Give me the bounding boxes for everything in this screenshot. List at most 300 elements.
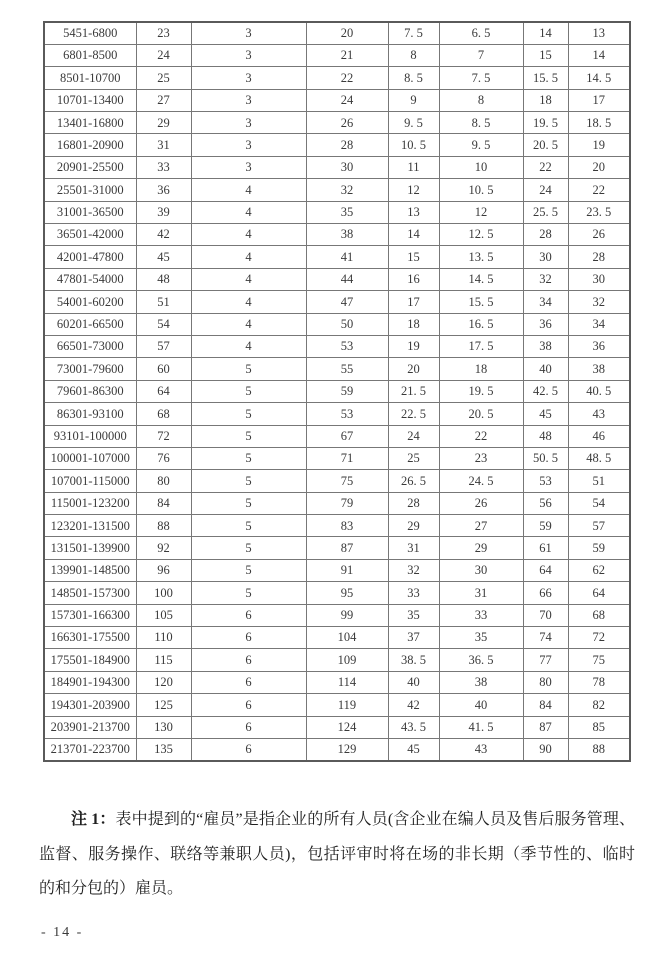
table-cell: 55 — [306, 358, 388, 380]
table-cell: 20. 5 — [523, 134, 568, 156]
table-cell: 124 — [306, 716, 388, 738]
table-cell: 29 — [439, 537, 523, 559]
table-cell: 38 — [568, 358, 630, 380]
table-cell: 5 — [191, 582, 306, 604]
table-row — [44, 425, 630, 447]
table-cell: 13401-16800 — [44, 112, 136, 134]
table-cell: 59 — [306, 380, 388, 402]
table-cell: 5 — [191, 559, 306, 581]
table-row — [44, 470, 630, 492]
table-cell: 28 — [388, 492, 439, 514]
table-cell: 70 — [523, 604, 568, 626]
table-cell: 4 — [191, 313, 306, 335]
table-cell: 36 — [136, 179, 191, 201]
table-cell: 31 — [136, 134, 191, 156]
table-cell: 29 — [136, 112, 191, 134]
table-cell: 88 — [136, 515, 191, 537]
table-row — [44, 604, 630, 626]
table-cell: 157301-166300 — [44, 604, 136, 626]
table-cell: 131501-139900 — [44, 537, 136, 559]
table-cell: 5 — [191, 515, 306, 537]
table-cell: 30 — [439, 559, 523, 581]
table-cell: 6 — [191, 649, 306, 671]
table-cell: 42 — [136, 224, 191, 246]
table-cell: 72 — [568, 627, 630, 649]
manday-table-body — [44, 22, 630, 761]
table-cell: 25. 5 — [523, 201, 568, 223]
table-cell: 31 — [439, 582, 523, 604]
table-cell: 45 — [388, 739, 439, 761]
table-cell: 48 — [523, 425, 568, 447]
table-cell: 9. 5 — [439, 134, 523, 156]
table-cell: 71 — [306, 447, 388, 469]
table-cell: 17 — [388, 291, 439, 313]
table-cell: 44 — [306, 268, 388, 290]
table-row — [44, 134, 630, 156]
table-cell: 43. 5 — [388, 716, 439, 738]
table-cell: 6. 5 — [439, 22, 523, 44]
table-cell: 19 — [388, 335, 439, 357]
table-cell: 129 — [306, 739, 388, 761]
table-cell: 33 — [388, 582, 439, 604]
table-cell: 4 — [191, 179, 306, 201]
table-cell: 14 — [568, 44, 630, 66]
table-cell: 8. 5 — [439, 112, 523, 134]
table-cell: 93101-100000 — [44, 425, 136, 447]
table-cell: 82 — [568, 694, 630, 716]
table-cell: 3 — [191, 44, 306, 66]
table-row — [44, 492, 630, 514]
table-row — [44, 67, 630, 89]
table-cell: 5 — [191, 447, 306, 469]
table-row — [44, 671, 630, 693]
table-cell: 32 — [306, 179, 388, 201]
table-cell: 42001-47800 — [44, 246, 136, 268]
table-cell: 213701-223700 — [44, 739, 136, 761]
table-cell: 119 — [306, 694, 388, 716]
table-cell: 23 — [439, 447, 523, 469]
table-cell: 6 — [191, 716, 306, 738]
table-cell: 21 — [306, 44, 388, 66]
table-cell: 64 — [136, 380, 191, 402]
table-cell: 29 — [388, 515, 439, 537]
table-cell: 59 — [568, 537, 630, 559]
manday-table — [43, 21, 631, 762]
table-cell: 4 — [191, 246, 306, 268]
table-row — [44, 358, 630, 380]
table-cell: 60 — [136, 358, 191, 380]
table-cell: 15. 5 — [523, 67, 568, 89]
table-cell: 4 — [191, 201, 306, 223]
table-cell: 84 — [523, 694, 568, 716]
table-cell: 26 — [568, 224, 630, 246]
table-cell: 114 — [306, 671, 388, 693]
table-cell: 87 — [306, 537, 388, 559]
table-cell: 43 — [439, 739, 523, 761]
table-cell: 42. 5 — [523, 380, 568, 402]
table-row — [44, 739, 630, 761]
table-cell: 76 — [136, 447, 191, 469]
table-cell: 100001-107000 — [44, 447, 136, 469]
table-cell: 75 — [306, 470, 388, 492]
table-cell: 9. 5 — [388, 112, 439, 134]
table-cell: 91 — [306, 559, 388, 581]
table-cell: 7. 5 — [388, 22, 439, 44]
table-cell: 45 — [136, 246, 191, 268]
table-cell: 79601-86300 — [44, 380, 136, 402]
table-cell: 35 — [388, 604, 439, 626]
table-cell: 54001-60200 — [44, 291, 136, 313]
table-cell: 35 — [439, 627, 523, 649]
table-cell: 30 — [306, 156, 388, 178]
table-cell: 60201-66500 — [44, 313, 136, 335]
table-cell: 50. 5 — [523, 447, 568, 469]
table-cell: 16 — [388, 268, 439, 290]
table-row — [44, 403, 630, 425]
table-cell: 14 — [523, 22, 568, 44]
table-cell: 5 — [191, 358, 306, 380]
table-cell: 41. 5 — [439, 716, 523, 738]
table-cell: 30 — [523, 246, 568, 268]
table-cell: 80 — [136, 470, 191, 492]
table-cell: 96 — [136, 559, 191, 581]
table-cell: 35 — [306, 201, 388, 223]
table-cell: 31001-36500 — [44, 201, 136, 223]
table-cell: 194301-203900 — [44, 694, 136, 716]
table-cell: 51 — [568, 470, 630, 492]
table-cell: 27 — [136, 89, 191, 111]
table-cell: 10 — [439, 156, 523, 178]
table-cell: 24 — [306, 89, 388, 111]
table-cell: 87 — [523, 716, 568, 738]
table-cell: 5 — [191, 403, 306, 425]
table-cell: 110 — [136, 627, 191, 649]
table-cell: 5 — [191, 537, 306, 559]
table-cell: 85 — [568, 716, 630, 738]
table-cell: 19 — [568, 134, 630, 156]
table-cell: 73001-79600 — [44, 358, 136, 380]
table-cell: 50 — [306, 313, 388, 335]
table-cell: 130 — [136, 716, 191, 738]
table-cell: 59 — [523, 515, 568, 537]
table-cell: 48 — [136, 268, 191, 290]
note-1-paragraph — [39, 803, 635, 907]
table-cell: 166301-175500 — [44, 627, 136, 649]
table-cell: 104 — [306, 627, 388, 649]
table-cell: 13 — [568, 22, 630, 44]
table-cell: 54 — [136, 313, 191, 335]
table-cell: 36501-42000 — [44, 224, 136, 246]
table-row — [44, 537, 630, 559]
table-cell: 21. 5 — [388, 380, 439, 402]
table-row — [44, 246, 630, 268]
table-cell: 24. 5 — [439, 470, 523, 492]
table-cell: 46 — [568, 425, 630, 447]
table-cell: 38. 5 — [388, 649, 439, 671]
table-cell: 28 — [568, 246, 630, 268]
table-cell: 51 — [136, 291, 191, 313]
table-cell: 25501-31000 — [44, 179, 136, 201]
table-cell: 64 — [568, 582, 630, 604]
table-row — [44, 313, 630, 335]
table-row — [44, 291, 630, 313]
table-row — [44, 335, 630, 357]
table-row — [44, 582, 630, 604]
table-cell: 3 — [191, 22, 306, 44]
table-cell: 36. 5 — [439, 649, 523, 671]
table-cell: 24 — [136, 44, 191, 66]
table-cell: 6 — [191, 627, 306, 649]
table-cell: 84 — [136, 492, 191, 514]
table-cell: 18. 5 — [568, 112, 630, 134]
table-row — [44, 156, 630, 178]
table-cell: 66 — [523, 582, 568, 604]
table-row — [44, 268, 630, 290]
table-cell: 16. 5 — [439, 313, 523, 335]
table-cell: 40 — [388, 671, 439, 693]
table-cell: 79 — [306, 492, 388, 514]
table-cell: 3 — [191, 112, 306, 134]
table-cell: 26 — [306, 112, 388, 134]
table-cell: 99 — [306, 604, 388, 626]
table-cell: 148501-157300 — [44, 582, 136, 604]
table-cell: 57 — [568, 515, 630, 537]
table-cell: 37 — [388, 627, 439, 649]
table-cell: 175501-184900 — [44, 649, 136, 671]
table-cell: 184901-194300 — [44, 671, 136, 693]
table-cell: 36 — [523, 313, 568, 335]
table-cell: 39 — [136, 201, 191, 223]
table-cell: 123201-131500 — [44, 515, 136, 537]
table-cell: 14. 5 — [568, 67, 630, 89]
table-cell: 17. 5 — [439, 335, 523, 357]
table-cell: 139901-148500 — [44, 559, 136, 581]
table-cell: 47801-54000 — [44, 268, 136, 290]
table-cell: 19. 5 — [523, 112, 568, 134]
table-cell: 8. 5 — [388, 67, 439, 89]
table-cell: 18 — [439, 358, 523, 380]
table-cell: 80 — [523, 671, 568, 693]
table-row — [44, 559, 630, 581]
table-cell: 38 — [306, 224, 388, 246]
table-cell: 18 — [388, 313, 439, 335]
table-cell: 4 — [191, 268, 306, 290]
table-cell: 17 — [568, 89, 630, 111]
table-cell: 42 — [388, 694, 439, 716]
table-cell: 15 — [523, 44, 568, 66]
table-cell: 75 — [568, 649, 630, 671]
table-row — [44, 694, 630, 716]
table-cell: 10701-13400 — [44, 89, 136, 111]
table-cell: 23. 5 — [568, 201, 630, 223]
table-cell: 5451-6800 — [44, 22, 136, 44]
table-cell: 92 — [136, 537, 191, 559]
table-cell: 13 — [388, 201, 439, 223]
table-row — [44, 201, 630, 223]
table-cell: 15 — [388, 246, 439, 268]
table-cell: 62 — [568, 559, 630, 581]
table-cell: 8501-10700 — [44, 67, 136, 89]
table-cell: 4 — [191, 224, 306, 246]
table-cell: 24 — [388, 425, 439, 447]
table-cell: 18 — [523, 89, 568, 111]
table-cell: 4 — [191, 291, 306, 313]
table-cell: 77 — [523, 649, 568, 671]
table-cell: 100 — [136, 582, 191, 604]
table-cell: 34 — [568, 313, 630, 335]
table-cell: 53 — [306, 403, 388, 425]
table-cell: 19. 5 — [439, 380, 523, 402]
table-cell: 6 — [191, 694, 306, 716]
table-cell: 15. 5 — [439, 291, 523, 313]
table-cell: 41 — [306, 246, 388, 268]
table-cell: 20 — [388, 358, 439, 380]
table-cell: 72 — [136, 425, 191, 447]
table-row — [44, 22, 630, 44]
table-row — [44, 179, 630, 201]
table-cell: 45 — [523, 403, 568, 425]
table-cell: 12 — [439, 201, 523, 223]
table-cell: 53 — [306, 335, 388, 357]
table-cell: 9 — [388, 89, 439, 111]
table-row — [44, 380, 630, 402]
table-cell: 33 — [136, 156, 191, 178]
table-cell: 20 — [306, 22, 388, 44]
table-cell: 115 — [136, 649, 191, 671]
table-row — [44, 112, 630, 134]
table-cell: 107001-115000 — [44, 470, 136, 492]
table-cell: 61 — [523, 537, 568, 559]
table-cell: 6 — [191, 671, 306, 693]
table-cell: 22 — [306, 67, 388, 89]
table-cell: 78 — [568, 671, 630, 693]
table-cell: 6 — [191, 739, 306, 761]
table-cell: 25 — [136, 67, 191, 89]
table-cell: 20. 5 — [439, 403, 523, 425]
table-cell: 24 — [523, 179, 568, 201]
table-cell: 32 — [523, 268, 568, 290]
table-row — [44, 89, 630, 111]
table-cell: 109 — [306, 649, 388, 671]
table-cell: 203901-213700 — [44, 716, 136, 738]
table-cell: 115001-123200 — [44, 492, 136, 514]
table-cell: 3 — [191, 156, 306, 178]
table-cell: 14 — [388, 224, 439, 246]
table-cell: 43 — [568, 403, 630, 425]
table-cell: 7 — [439, 44, 523, 66]
table-cell: 56 — [523, 492, 568, 514]
table-cell: 38 — [439, 671, 523, 693]
table-cell: 8 — [439, 89, 523, 111]
table-cell: 5 — [191, 380, 306, 402]
table-row — [44, 447, 630, 469]
table-cell: 7. 5 — [439, 67, 523, 89]
table-row — [44, 627, 630, 649]
table-cell: 30 — [568, 268, 630, 290]
table-cell: 40 — [523, 358, 568, 380]
table-cell: 48. 5 — [568, 447, 630, 469]
note-1-label: 注 1： — [71, 811, 116, 828]
table-cell: 67 — [306, 425, 388, 447]
table-cell: 25 — [388, 447, 439, 469]
table-cell: 3 — [191, 89, 306, 111]
table-cell: 22 — [439, 425, 523, 447]
table-cell: 6801-8500 — [44, 44, 136, 66]
table-cell: 14. 5 — [439, 268, 523, 290]
table-cell: 12. 5 — [439, 224, 523, 246]
table-cell: 3 — [191, 134, 306, 156]
table-cell: 47 — [306, 291, 388, 313]
table-cell: 10. 5 — [388, 134, 439, 156]
table-cell: 31 — [388, 537, 439, 559]
table-cell: 74 — [523, 627, 568, 649]
table-cell: 36 — [568, 335, 630, 357]
table-cell: 125 — [136, 694, 191, 716]
table-cell: 28 — [306, 134, 388, 156]
table-cell: 40. 5 — [568, 380, 630, 402]
table-cell: 26. 5 — [388, 470, 439, 492]
table-cell: 68 — [136, 403, 191, 425]
table-cell: 4 — [191, 335, 306, 357]
table-row — [44, 44, 630, 66]
table-cell: 6 — [191, 604, 306, 626]
page-number: - 14 - — [41, 925, 84, 940]
table-cell: 66501-73000 — [44, 335, 136, 357]
table-cell: 13. 5 — [439, 246, 523, 268]
table-cell: 5 — [191, 425, 306, 447]
table-cell: 32 — [388, 559, 439, 581]
table-cell: 86301-93100 — [44, 403, 136, 425]
table-cell: 23 — [136, 22, 191, 44]
table-cell: 90 — [523, 739, 568, 761]
table-cell: 26 — [439, 492, 523, 514]
table-cell: 68 — [568, 604, 630, 626]
table-cell: 22 — [568, 179, 630, 201]
table-cell: 53 — [523, 470, 568, 492]
table-cell: 12 — [388, 179, 439, 201]
table-cell: 22 — [523, 156, 568, 178]
table-cell: 20901-25500 — [44, 156, 136, 178]
table-cell: 83 — [306, 515, 388, 537]
table-cell: 5 — [191, 470, 306, 492]
table-cell: 8 — [388, 44, 439, 66]
table-cell: 40 — [439, 694, 523, 716]
note-1-body: 表中提到的“雇员”是指企业的所有人员(含企业在编人员及售后服务管理、监督、服务操作、联络等兼职人员)，包括评审时将在场的非长期（季节性的、临时的和分包的）雇员。 — [39, 811, 635, 897]
table-cell: 27 — [439, 515, 523, 537]
table-cell: 54 — [568, 492, 630, 514]
table-cell: 120 — [136, 671, 191, 693]
table-cell: 105 — [136, 604, 191, 626]
table-cell: 64 — [523, 559, 568, 581]
table-cell: 135 — [136, 739, 191, 761]
table-cell: 33 — [439, 604, 523, 626]
table-cell: 38 — [523, 335, 568, 357]
table-row — [44, 716, 630, 738]
table-cell: 16801-20900 — [44, 134, 136, 156]
table-row — [44, 224, 630, 246]
table-cell: 57 — [136, 335, 191, 357]
table-cell: 34 — [523, 291, 568, 313]
table-row — [44, 649, 630, 671]
table-cell: 20 — [568, 156, 630, 178]
table-cell: 5 — [191, 492, 306, 514]
table-cell: 10. 5 — [439, 179, 523, 201]
table-cell: 3 — [191, 67, 306, 89]
table-row — [44, 515, 630, 537]
table-cell: 32 — [568, 291, 630, 313]
table-cell: 88 — [568, 739, 630, 761]
table-cell: 11 — [388, 156, 439, 178]
